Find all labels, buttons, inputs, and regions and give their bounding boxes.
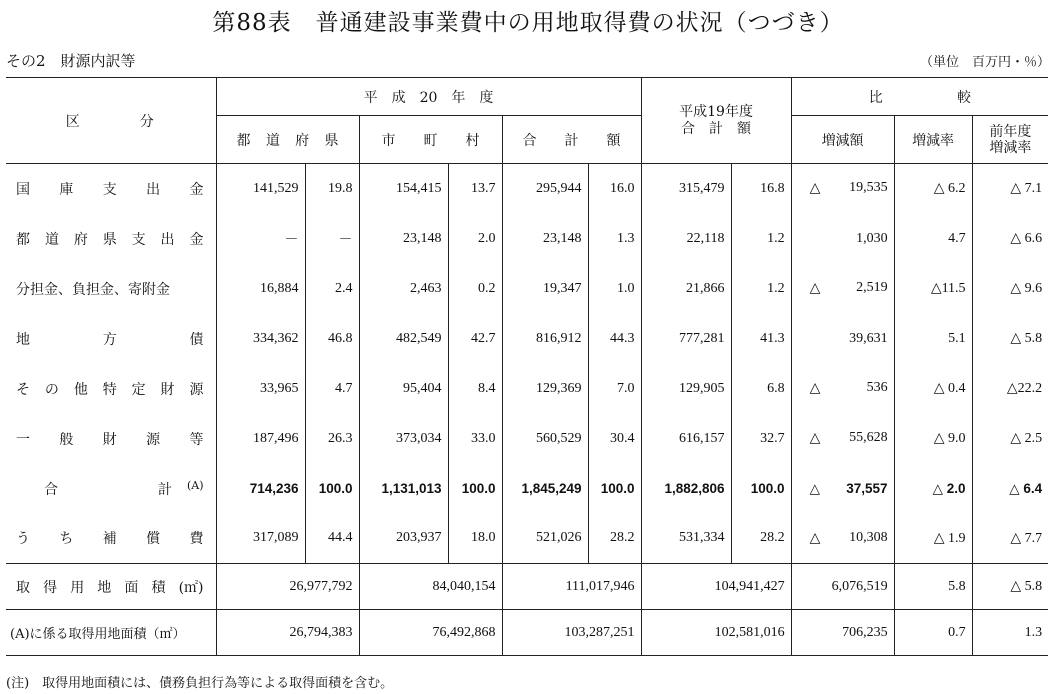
- prefecture-percent: 4.7: [305, 364, 359, 414]
- header-kubun: 区 分: [6, 78, 216, 164]
- label-char: 支: [102, 181, 117, 198]
- label-char: 金: [189, 231, 204, 248]
- header-municipal: 市 町 村: [359, 116, 502, 164]
- h19-percent: 1.2: [731, 264, 791, 314]
- prefecture-amount: 16,884: [216, 264, 305, 314]
- page-title: 第88表 普通建設事業費中の用地取得費の状況（つづき）: [212, 10, 844, 36]
- prev-change-rate: △ 7.1: [972, 164, 1048, 214]
- label-tag: (A): [186, 478, 204, 492]
- area-prev-change-rate: △ 5.8: [972, 564, 1048, 610]
- label-char: 方: [102, 331, 117, 348]
- total-amount: 560,529: [502, 414, 588, 464]
- change-rate: △ 2.0: [894, 464, 972, 514]
- table-row: [6, 214, 1048, 264]
- row-label: [6, 314, 216, 364]
- label-char: 国: [16, 181, 30, 198]
- total-amount: 129,369: [502, 364, 588, 414]
- area-total: 103,287,251: [502, 610, 641, 656]
- change-rate: 4.7: [894, 214, 972, 264]
- change-amount: 39,631: [791, 314, 894, 364]
- label-char: 財: [160, 381, 175, 398]
- municipal-amount: 203,937: [359, 514, 448, 564]
- table-row: [6, 414, 1048, 464]
- label-char: 定: [131, 381, 146, 398]
- prefecture-amount: 714,236: [216, 464, 305, 514]
- label-char: 都: [16, 231, 30, 248]
- label-char: 源: [189, 381, 204, 398]
- change-rate: △ 1.9: [894, 514, 972, 564]
- prefecture-percent: 44.4: [305, 514, 359, 564]
- label-char: う: [16, 531, 30, 548]
- area-prefecture: 26,977,792: [216, 564, 359, 610]
- municipal-amount: 154,415: [359, 164, 448, 214]
- total-percent: 44.3: [588, 314, 641, 364]
- municipal-amount: 482,549: [359, 314, 448, 364]
- area-h19: 104,941,427: [641, 564, 791, 610]
- h19-amount: 22,118: [641, 214, 731, 264]
- label-char: 得: [43, 579, 58, 596]
- prev-change-rate: △ 6.6: [972, 214, 1048, 264]
- row-label: [6, 414, 216, 464]
- change-amount: 1,030: [791, 214, 894, 264]
- label-char: 分担金、負担金、寄附金: [16, 281, 170, 298]
- municipal-percent: 2.0: [448, 214, 502, 264]
- total-percent: 1.0: [588, 264, 641, 314]
- header-change-rate: 増減率: [894, 116, 972, 164]
- area-change-amount: 706,235: [791, 610, 894, 656]
- h19-percent: 100.0: [731, 464, 791, 514]
- prefecture-amount: 141,529: [216, 164, 305, 214]
- h19-percent: 41.3: [731, 314, 791, 364]
- municipal-percent: 18.0: [448, 514, 502, 564]
- area-change-rate: 0.7: [894, 610, 972, 656]
- total-percent: 100.0: [588, 464, 641, 514]
- label-char: (㎡): [178, 579, 204, 596]
- row-label: [6, 214, 216, 264]
- header-prefecture: 都 道 府 県: [216, 116, 359, 164]
- municipal-amount: 2,463: [359, 264, 448, 314]
- change-amount: △ 2,519: [791, 264, 894, 314]
- header-total: 合 計 額: [502, 116, 641, 164]
- municipal-percent: 0.2: [448, 264, 502, 314]
- label-char: 府: [73, 231, 88, 248]
- area-change-rate: 5.8: [894, 564, 972, 610]
- municipal-percent: 8.4: [448, 364, 502, 414]
- municipal-amount: 95,404: [359, 364, 448, 414]
- financing-table: [6, 77, 1048, 656]
- area-prev-change-rate: 1.3: [972, 610, 1048, 656]
- total-percent: 1.3: [588, 214, 641, 264]
- h19-amount: 616,157: [641, 414, 731, 464]
- area-h19: 102,581,016: [641, 610, 791, 656]
- header-h19: 平成19年度 合 計 額: [641, 78, 791, 164]
- prefecture-percent: 46.8: [305, 314, 359, 364]
- prefecture-amount: －: [216, 214, 305, 264]
- row-label: [6, 514, 216, 564]
- header-change-amount: 増減額: [791, 116, 894, 164]
- total-amount: 23,148: [502, 214, 588, 264]
- table-row: [6, 164, 1048, 214]
- label-char: 金: [189, 181, 204, 198]
- h19-percent: 1.2: [731, 214, 791, 264]
- label-char: 県: [102, 231, 117, 248]
- label-char: 合: [44, 481, 58, 498]
- label-char: 出: [146, 181, 161, 198]
- label-char: 債: [189, 331, 204, 348]
- municipal-percent: 42.7: [448, 314, 502, 364]
- total-amount: 816,912: [502, 314, 588, 364]
- label-char: (A)に係る取得用地面積（㎡）: [10, 627, 186, 642]
- prefecture-percent: 100.0: [305, 464, 359, 514]
- change-amount: △ 536: [791, 364, 894, 414]
- prefecture-amount: 317,089: [216, 514, 305, 564]
- area-municipal: 84,040,154: [359, 564, 502, 610]
- h19-amount: 129,905: [641, 364, 731, 414]
- total-percent: 16.0: [588, 164, 641, 214]
- table-row: [6, 314, 1048, 364]
- label-char: そ: [16, 381, 30, 398]
- h19-amount: 315,479: [641, 164, 731, 214]
- prefecture-amount: 33,965: [216, 364, 305, 414]
- label-char: 用: [70, 579, 85, 596]
- header-prev-rate: 前年度 増減率: [972, 116, 1048, 164]
- label-char: 補: [102, 531, 117, 548]
- prefecture-percent: 2.4: [305, 264, 359, 314]
- change-amount: △ 19,535: [791, 164, 894, 214]
- label-char: 特: [102, 381, 117, 398]
- prefecture-percent: 19.8: [305, 164, 359, 214]
- prev-change-rate: △ 9.6: [972, 264, 1048, 314]
- table-row: [6, 364, 1048, 414]
- municipal-percent: 13.7: [448, 164, 502, 214]
- row-label: [6, 164, 216, 214]
- table-subtitle: その2 財源内訳等: [6, 52, 136, 70]
- h19-percent: 16.8: [731, 164, 791, 214]
- label-char: 他: [73, 381, 88, 398]
- h19-percent: 6.8: [731, 364, 791, 414]
- label-char: 出: [160, 231, 175, 248]
- label-char: 庫: [59, 181, 74, 198]
- label-char: 道: [44, 231, 59, 248]
- row-label: [6, 464, 216, 514]
- area-change-amount: 6,076,519: [791, 564, 894, 610]
- h19-percent: 32.7: [731, 414, 791, 464]
- total-percent: 28.2: [588, 514, 641, 564]
- municipal-amount: 373,034: [359, 414, 448, 464]
- total-percent: 7.0: [588, 364, 641, 414]
- total-amount: 295,944: [502, 164, 588, 214]
- area-municipal: 76,492,868: [359, 610, 502, 656]
- prefecture-amount: 187,496: [216, 414, 305, 464]
- label-char: 費: [189, 531, 204, 548]
- header-compare: 比 較: [791, 78, 1048, 116]
- h19-percent: 28.2: [731, 514, 791, 564]
- change-amount: △ 37,557: [791, 464, 894, 514]
- label-char: 積: [151, 579, 166, 596]
- change-rate: △ 6.2: [894, 164, 972, 214]
- h19-amount: 777,281: [641, 314, 731, 364]
- prev-change-rate: △ 5.8: [972, 314, 1048, 364]
- label-char: 面: [124, 579, 139, 596]
- prev-change-rate: △ 2.5: [972, 414, 1048, 464]
- prefecture-percent: 26.3: [305, 414, 359, 464]
- prev-change-rate: △ 7.7: [972, 514, 1048, 564]
- municipal-amount: 1,131,013: [359, 464, 448, 514]
- area-prefecture: 26,794,383: [216, 610, 359, 656]
- label-char: 償: [146, 531, 161, 548]
- label-char: ち: [59, 531, 74, 548]
- change-rate: △11.5: [894, 264, 972, 314]
- municipal-percent: 33.0: [448, 414, 502, 464]
- footnote: (注) 取得用地面積には、債務負担行為等による取得面積を含む。: [6, 676, 394, 691]
- area-row: [6, 610, 1048, 656]
- label-char: 般: [59, 431, 74, 448]
- change-amount: △ 55,628: [791, 414, 894, 464]
- change-amount: △ 10,308: [791, 514, 894, 564]
- row-label: [6, 610, 216, 656]
- table-row: [6, 264, 1048, 314]
- municipal-amount: 23,148: [359, 214, 448, 264]
- area-total: 111,017,946: [502, 564, 641, 610]
- change-rate: △ 9.0: [894, 414, 972, 464]
- h19-amount: 531,334: [641, 514, 731, 564]
- total-percent: 30.4: [588, 414, 641, 464]
- label-char: 等: [189, 431, 204, 448]
- row-label: [6, 364, 216, 414]
- row-label: [6, 264, 216, 314]
- h19-amount: 1,882,806: [641, 464, 731, 514]
- label-char: 計: [157, 481, 172, 498]
- change-rate: △ 0.4: [894, 364, 972, 414]
- h19-amount: 21,866: [641, 264, 731, 314]
- label-char: 地: [97, 579, 112, 596]
- row-label: [6, 564, 216, 610]
- header-h20: 平 成 20 年 度: [216, 78, 641, 116]
- change-rate: 5.1: [894, 314, 972, 364]
- label-char: 一: [16, 431, 30, 448]
- table-row: [6, 464, 1048, 514]
- table-row: [6, 514, 1048, 564]
- prefecture-percent: －: [305, 214, 359, 264]
- prev-change-rate: △22.2: [972, 364, 1048, 414]
- label-char: 財: [102, 431, 117, 448]
- prefecture-amount: 334,362: [216, 314, 305, 364]
- municipal-percent: 100.0: [448, 464, 502, 514]
- total-amount: 19,347: [502, 264, 588, 314]
- label-char: 源: [146, 431, 161, 448]
- label-char: 支: [131, 231, 146, 248]
- label-char: の: [44, 381, 59, 398]
- total-amount: 521,026: [502, 514, 588, 564]
- label-char: 取: [16, 579, 30, 596]
- label-char: 地: [16, 331, 30, 348]
- area-row: [6, 564, 1048, 610]
- unit-label: （単位 百万円・％）: [919, 55, 1050, 70]
- total-amount: 1,845,249: [502, 464, 588, 514]
- prev-change-rate: △ 6.4: [972, 464, 1048, 514]
